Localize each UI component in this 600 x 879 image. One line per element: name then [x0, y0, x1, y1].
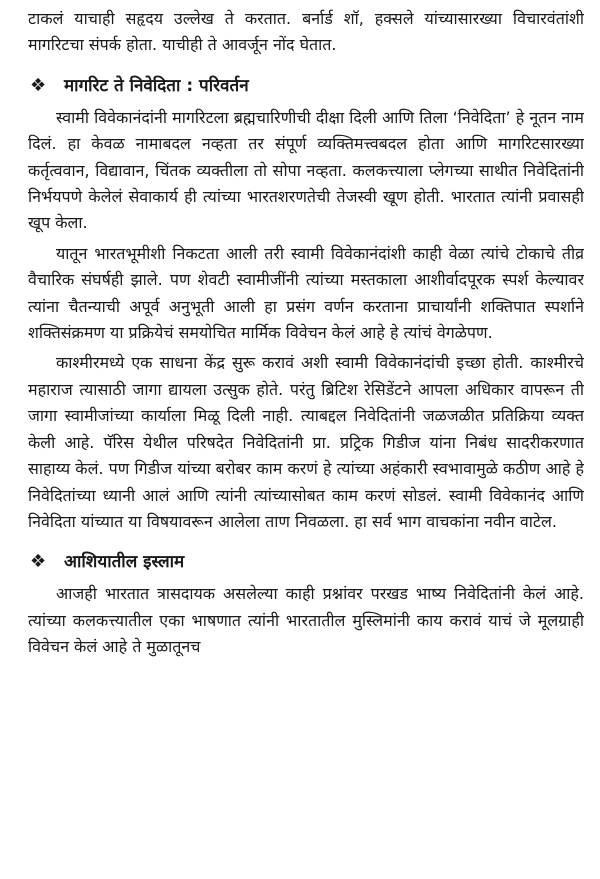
document-page: [28, 6, 584, 874]
paragraph: आजही भारतात त्रासदायक असलेल्या काही प्रश्नांवर परखड भाष्य निवेदितांनी केलं आहे. त्यांच्या कलकत्त्यातील एका भाषणात त्यांनी भारतातील मुस्लिमांनी काय करावं याचं जे मूलग्राही विवेचन केलं आहे ते मुळातूनच: [28, 584, 584, 657]
paragraph-continued: टाकलं याचाही सहृदय उल्लेख ते करतात. बर्नार्ड शॉ, हक्सले यांच्यासारख्या विचारवंतांशी मागरिटचा संपर्क होता. याचीही ते आवर्जून नोंद घेतात.: [28, 9, 584, 55]
section-heading-transformation: [28, 73, 584, 99]
paragraph: काश्मीरमध्ये एक साधना केंद्र सुरू करावं अशी स्वामी विवेकानंदांची इच्छा होती. काश्मीरचे महाराज त्यासाठी जागा द्यायला उत्सुक होते. परंतु ब्रिटिश रेसिडेंटने आपला अधिकार वापरून ती जागा स्वामीजांच्या कार्याला मिळू दिली नाही. त्याबद्दल निवेदितांनी जळजळीत प्रतिक्रिया व्यक्त केली आहे. पॅरिस येथील परिषदेत निवेदितांनी प्रा. प्रट्रिक गिडीज यांना निबंध सादरीकरणात साहाय्य केलं. पण गिडीज यांच्या बरोबर काम करणं हे त्यांच्या अहंकारी स्वभावामुळे कठीण आहे हे निवेदितांच्या ध्यानी आलं आणि त्यांनी त्यांच्यासोबत काम करणं सोडलं. स्वामी विवेकानंद आणि निवेदिता यांच्यात या विषयावरून आलेला ताण निवळला. हा सर्व भाग वाचकांना नवीन वाटेल.: [28, 353, 584, 531]
diamond-bullet-icon: ❖: [30, 551, 47, 573]
diamond-bullet-icon: ❖: [30, 74, 47, 96]
section-title: आशियातील इस्लाम: [64, 552, 185, 573]
paragraph: यातून भारतभूमीशी निकटता आली तरी स्वामी विवेकानंदांशी काही वेळा त्यांचे टोकाचे तीव्र वैचारिक संघर्षही झाले. पण शेवटी स्वामीजींनी त्यांच्या मस्तकाला आशीर्वादपूरक स्पर्श केल्यावर त्यांना चैतन्याची अपूर्व अनुभूती आली हा प्रसंग वर्णन करताना प्राचार्यांनी शक्तिपात स्पर्शाने शक्तिसंक्रमण या प्रक्रियेचं समयोचित मार्मिक विवेचन केलं आहे हे त्यांचं वेगळेपण.: [28, 243, 584, 343]
section-title: मागरिट ते निवेदिता : परिवर्तन: [64, 75, 249, 96]
section-heading-islam: [28, 549, 584, 575]
paragraph: स्वामी विवेकानंदांनी मागरिटला ब्रह्मचारिणीची दीक्षा दिली आणि तिला ‘निवेदिता’ हे नूतन नाम दिलं. हा केवळ नामाबदल नव्हता तर संपूर्ण व्यक्तिमत्त्वबदल होता आणि मागरिटसारख्या कर्तृत्ववान, विद्यावान, चिंतक व्यक्तीला तो सोपा नव्हता. कलकत्त्याला प्लेगच्या साथीत निवेदितांनी निर्भयपणे केलेलं सेवाकार्य ही त्यांच्या भारतशरणतेची तेजस्वी खूण होती. भारतात त्यांनी प्रवासही खूप केला.: [28, 107, 584, 233]
